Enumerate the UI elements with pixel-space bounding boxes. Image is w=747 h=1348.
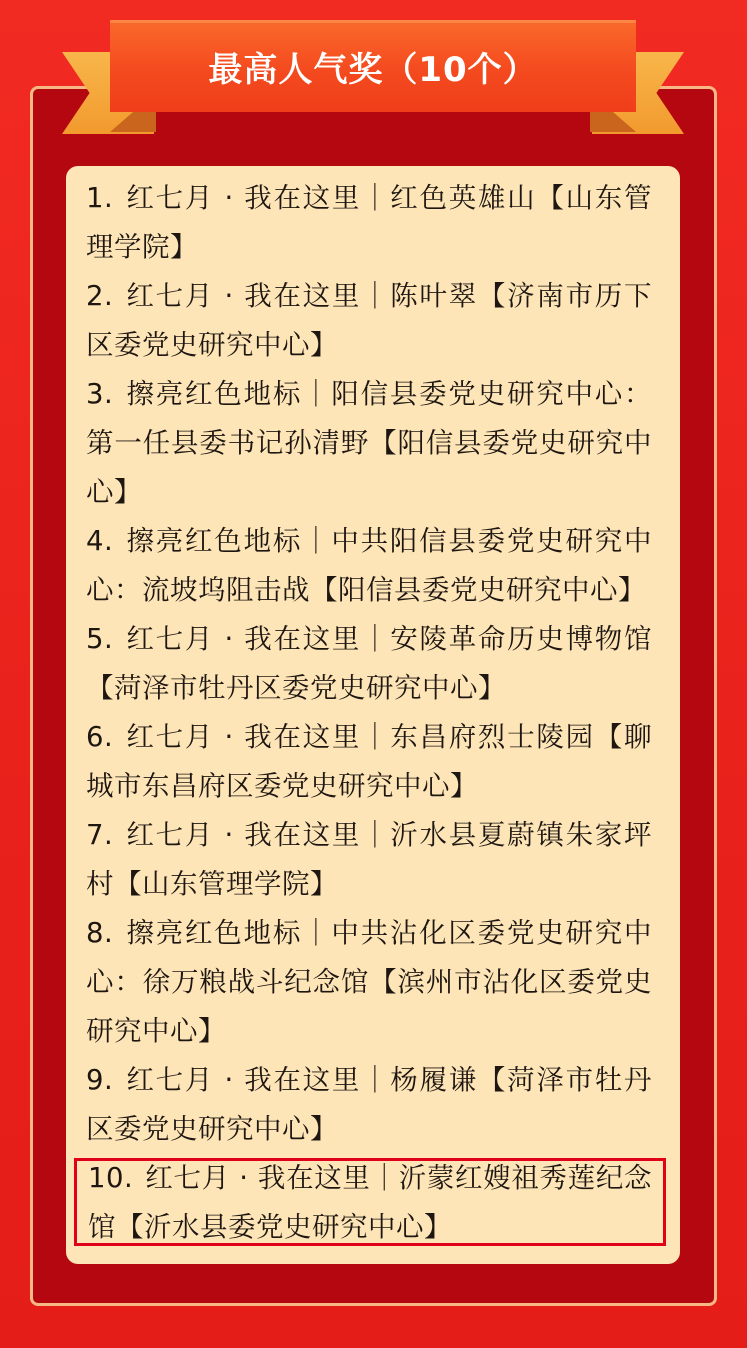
award-item xyxy=(86,615,652,713)
award-item xyxy=(86,272,652,370)
award-text: 擦亮红色地标｜中共沾化区委党史研究中心：徐万粮战斗纪念馆【滨州市沾化区委党史研究中心】 xyxy=(86,917,652,1047)
award-item xyxy=(86,1056,652,1154)
award-text: 擦亮红色地标｜阳信县委党史研究中心：第一任县委书记孙清野【阳信县委党史研究中心】 xyxy=(86,378,652,508)
award-item-highlighted xyxy=(86,1154,652,1252)
award-list xyxy=(86,174,652,1252)
award-item xyxy=(86,174,652,272)
award-text: 红七月 · 我在这里｜沂水县夏蔚镇朱家坪村【山东管理学院】 xyxy=(86,819,652,900)
award-text: 擦亮红色地标｜中共阳信县委党史研究中心：流坡坞阻击战【阳信县委党史研究中心】 xyxy=(86,525,652,606)
award-number: 8. xyxy=(86,917,114,949)
award-item xyxy=(86,517,652,615)
award-text: 红七月 · 我在这里｜沂蒙红嫂祖秀莲纪念馆【沂水县委党史研究中心】 xyxy=(88,1162,652,1243)
award-number: 3. xyxy=(86,378,114,410)
award-number: 5. xyxy=(86,623,114,655)
award-number: 2. xyxy=(86,280,114,312)
award-text: 红七月 · 我在这里｜红色英雄山【山东管理学院】 xyxy=(86,182,652,263)
award-item xyxy=(86,370,652,517)
award-text: 红七月 · 我在这里｜陈叶翠【济南市历下区委党史研究中心】 xyxy=(86,280,652,361)
award-number: 7. xyxy=(86,819,114,851)
award-text: 红七月 · 我在这里｜东昌府烈士陵园【聊城市东昌府区委党史研究中心】 xyxy=(86,721,652,802)
banner-title: 最高人气奖（10个） xyxy=(208,49,538,90)
award-item xyxy=(86,811,652,909)
award-number: 4. xyxy=(86,525,114,557)
award-number: 10. xyxy=(88,1162,134,1194)
award-number: 6. xyxy=(86,721,114,753)
award-text: 红七月 · 我在这里｜杨履谦【菏泽市牡丹区委党史研究中心】 xyxy=(86,1064,652,1145)
award-number: 1. xyxy=(86,182,114,214)
award-number: 9. xyxy=(86,1064,114,1096)
title-ribbon xyxy=(110,20,636,112)
award-text: 红七月 · 我在这里｜安陵革命历史博物馆【菏泽市牡丹区委党史研究中心】 xyxy=(86,623,652,704)
award-item xyxy=(86,713,652,811)
award-item xyxy=(86,909,652,1056)
